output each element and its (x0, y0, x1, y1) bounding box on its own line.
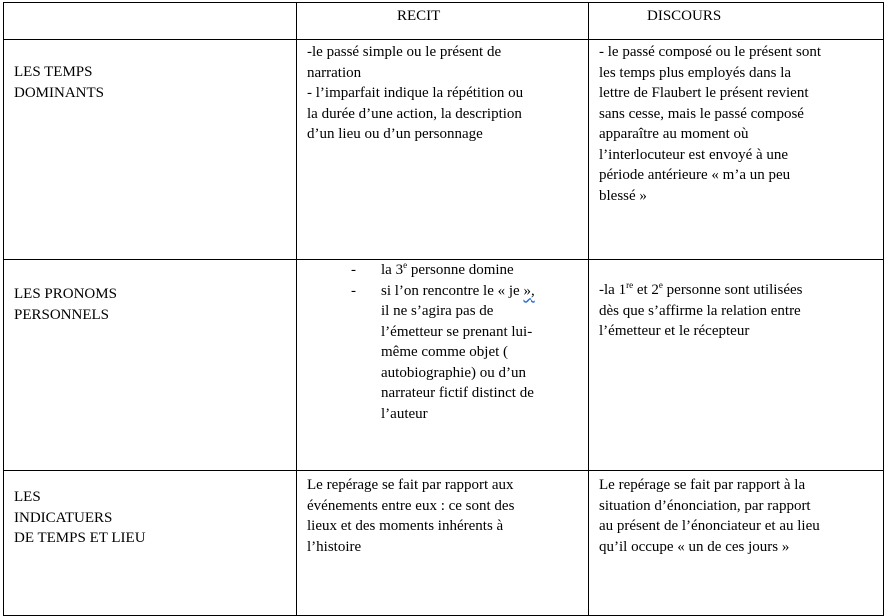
header-recit-text: RECIT (397, 8, 441, 24)
recit-discours-table (3, 2, 884, 616)
label-line: LES PRONOMS (14, 286, 117, 302)
label-line: LES (14, 489, 41, 505)
text-part: la 3 (381, 262, 404, 278)
table-header-row (4, 3, 884, 40)
label-line: DE TEMPS ET LIEU (14, 530, 146, 546)
text-line: dès que s’affirme la relation entre (599, 302, 801, 319)
discours-pronoms-cell (589, 260, 884, 471)
text-line: l’interlocuteur est envoyé à une (599, 146, 789, 163)
row-label-temps (4, 40, 297, 260)
header-recit (297, 3, 589, 40)
text-line: d’un lieu ou d’un personnage (307, 126, 483, 142)
text-part: si l’on rencontre le « je (381, 282, 524, 299)
text-line: Le repérage se fait par rapport aux (307, 477, 514, 493)
text-part: -la 1 (599, 282, 627, 298)
text-line: - l’imparfait indique la répétition ou (307, 85, 524, 101)
recit-temps-cell (297, 40, 589, 260)
header-empty-cell (4, 3, 297, 40)
text-line: il ne s’agira pas de (381, 303, 494, 319)
text-line: apparaître au moment où (599, 126, 749, 142)
list-item (351, 260, 581, 281)
spellcheck-marked-text: » (523, 282, 531, 299)
text-line: les temps plus employés dans la (599, 64, 792, 81)
text-line: événements entre eux : ce sont des (307, 497, 515, 514)
row-label-pronoms (4, 260, 297, 471)
text-line: même comme objet ( (381, 344, 509, 360)
text-line (599, 280, 873, 301)
recit-indicateurs-cell (297, 471, 589, 616)
text-line: autobiographie) ou d’un (381, 364, 526, 381)
table-row-indicateurs (4, 471, 884, 616)
text-line: -le passé simple ou le présent de (307, 44, 502, 60)
bullet-dash: - (351, 262, 356, 278)
discours-temps-cell (589, 40, 884, 260)
text-line: narrateur fictif distinct de (381, 385, 534, 401)
text-line: l’histoire (307, 538, 362, 555)
header-discours (589, 3, 884, 40)
text-line: lieux et des moments inhérents à (307, 518, 504, 534)
bullet-dash: - (351, 282, 356, 299)
superscript: re (626, 280, 634, 290)
discours-indicateurs-cell (589, 471, 884, 616)
text-line (381, 281, 581, 302)
text-line: situation d’énonciation, par rapport (599, 497, 811, 514)
superscript: e (403, 260, 408, 270)
text-line: Le repérage se fait par rapport à la (599, 477, 806, 493)
header-discours-text: DISCOURS (647, 8, 722, 24)
label-line: INDICATUERS (14, 509, 113, 526)
label-line: DOMINANTS (14, 84, 104, 101)
text-line: narration (307, 64, 362, 81)
recit-pronoms-cell (297, 260, 589, 471)
text-line: l’auteur (381, 405, 428, 422)
text-part: et 2 (633, 282, 659, 298)
superscript: e (658, 280, 663, 290)
row-label-indicateurs (4, 471, 297, 616)
text-line: l’émetteur et le récepteur (599, 323, 750, 339)
text-line: période antérieure « m’a un peu (599, 167, 791, 183)
text-line: - le passé composé ou le présent sont (599, 44, 822, 60)
list-item (351, 281, 581, 425)
text-line: au présent de l’énonciateur et au lieu (599, 518, 820, 534)
table-row-temps (4, 40, 884, 260)
text-line: la durée d’une action, la description (307, 105, 522, 122)
label-line: LES TEMPS (14, 64, 93, 80)
text-line: sans cesse, mais le passé composé (599, 105, 804, 122)
spellcheck-marked-text: , (530, 282, 535, 299)
text-line: qu’il occupe « un de ces jours » (599, 538, 790, 555)
pronoms-bullet-list (307, 260, 576, 424)
text-part: personne domine (407, 262, 514, 278)
text-line: l’émetteur se prenant lui- (381, 323, 533, 340)
text-part: personne sont utilisées (662, 282, 803, 298)
table-row-pronoms (4, 260, 884, 471)
text-line: blessé » (599, 187, 647, 204)
label-line: PERSONNELS (14, 306, 110, 323)
text-line: lettre de Flaubert le présent revient (599, 85, 809, 101)
